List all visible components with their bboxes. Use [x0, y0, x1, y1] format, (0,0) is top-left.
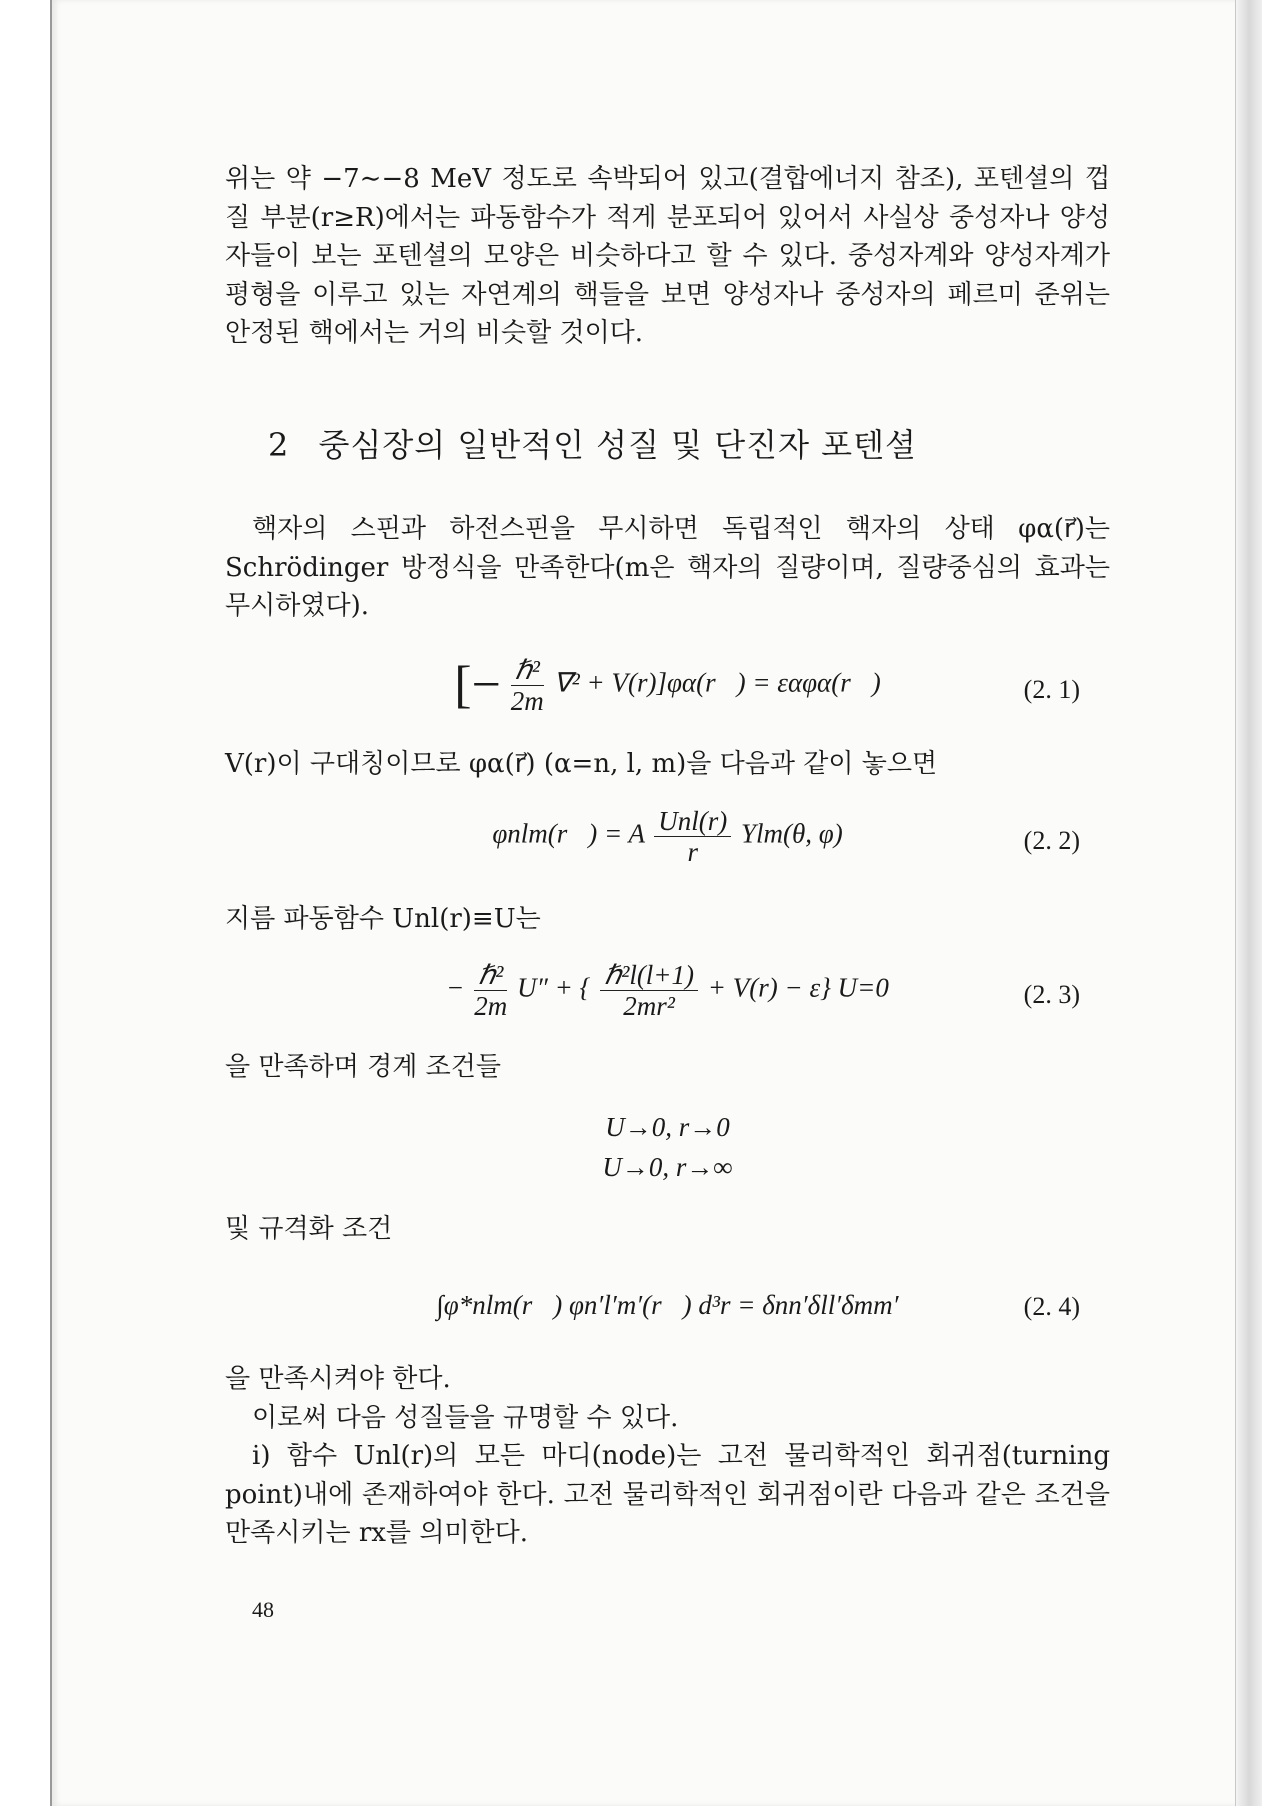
paragraph-top: 위는 약 −7∼−8 MeV 정도로 속박되어 있고(결합에너지 참조), 포텐셜의 껍질 부분(r≥R)에서는 파동함수가 적게 분포되어 있어서 사실상 중성자나 양성자들이 보는 포텐셜의 모양은 비슷하다고 할 수 있다. 중성자계와 양성자계가 평형을 이루고 있는 자연계의 핵들을 보면 양성자나 중성자의 페르미 준위는 안정된 핵에서는 거의 비슷할 것이다.	[225, 164, 1110, 348]
boundary-conditions	[225, 1107, 1110, 1187]
text-line: V(r)이 구대칭이므로 φα(r⃗) (α=n, l, m)을 다음과 같이 놓으면	[225, 749, 938, 779]
equation-part: φnlm(r⃗) = A	[492, 818, 645, 849]
fraction-denominator: 2mr²	[623, 991, 675, 1021]
equation-body	[225, 960, 1110, 1021]
section-number: 2	[268, 426, 290, 464]
line-before-bc-block	[225, 1048, 1110, 1087]
equation-number: (2. 1)	[1023, 675, 1080, 704]
equation-body: ∫φ*nlm(r⃗) φn′l′m′(r⃗) d³r = δnn′δll′δmm′	[436, 1290, 899, 1320]
intro-paragraph: 핵자의 스핀과 하전스핀을 무시하면 독립적인 핵자의 상태 φα(r⃗)는 Schrödinger 방정식을 만족한다(m은 핵자의 질량이며, 질량중심의 효과는 무시하였다).	[225, 514, 1110, 621]
line-before-eq4-block	[225, 1210, 1110, 1249]
page-number: 48	[252, 1597, 274, 1622]
equation-number: (2. 3)	[1023, 980, 1080, 1009]
equation-number: (2. 4)	[1023, 1292, 1080, 1321]
section-title: 중심장의 일반적인 성질 및 단진자 포텐셜	[318, 426, 917, 464]
line-before-eq3-block	[225, 900, 1110, 939]
boundary-condition: U→0, r→∞	[602, 1152, 733, 1182]
equation-body	[225, 655, 1110, 716]
text-line: 이로써 다음 성질들을 규명할 수 있다.	[252, 1402, 679, 1433]
fraction-denominator: 2m	[474, 991, 508, 1021]
equation-part: [−	[454, 656, 501, 714]
section-heading	[268, 420, 917, 466]
text-line: 및 규격화 조건	[225, 1214, 393, 1244]
fraction-denominator: r	[687, 837, 698, 867]
intro-block	[225, 510, 1110, 626]
fraction-numerator: ℏ²	[474, 960, 507, 991]
fraction	[474, 960, 507, 1021]
equation-number: (2. 2)	[1023, 826, 1080, 855]
equation-2-3	[225, 960, 1110, 1030]
text-line: 을 만족하며 경계 조건들	[225, 1052, 501, 1082]
equation-part: U″ + {	[517, 972, 591, 1003]
equation-2-1	[225, 655, 1110, 725]
fraction-numerator: Unl(r)	[654, 806, 731, 837]
equation-part: + V(r) − ε} U=0	[707, 972, 889, 1003]
fraction-numerator: ℏ²l(l+1)	[600, 960, 698, 991]
page-edge-right	[1235, 0, 1262, 1806]
equation-2-2	[225, 806, 1110, 876]
text-line: 을 만족시켜야 한다.	[225, 1364, 451, 1394]
fraction-denominator: 2m	[510, 686, 544, 716]
equation-2-4	[225, 1272, 1110, 1342]
boundary-condition: U→0, r→0	[605, 1112, 730, 1142]
fraction	[600, 960, 698, 1021]
text-line: i) 함수 Unl(r)의 모든 마디(node)는 고전 물리학적인 회귀점(turning point)내에 존재하여야 한다. 고전 물리학적인 회귀점이란 다음과 같은 조건을 만족시키는 rx를 의미한다.	[225, 1441, 1110, 1548]
fraction	[511, 655, 544, 716]
equation-body	[225, 806, 1110, 867]
equation-part: ∇² + V(r)]φα(r⃗) = εαφα(r⃗)	[553, 667, 881, 698]
fraction	[654, 806, 731, 867]
equation-part: Ylm(θ, φ)	[740, 818, 843, 849]
line-before-eq2-block	[225, 745, 1110, 784]
text-line: 지름 파동함수 Unl(r)≡U는	[225, 904, 541, 934]
page-margin-left	[0, 0, 50, 1806]
paragraph-top-block	[225, 160, 1110, 353]
equation-part: −	[446, 972, 465, 1003]
fraction-numerator: ℏ²	[511, 655, 544, 686]
closing-block	[225, 1360, 1110, 1553]
